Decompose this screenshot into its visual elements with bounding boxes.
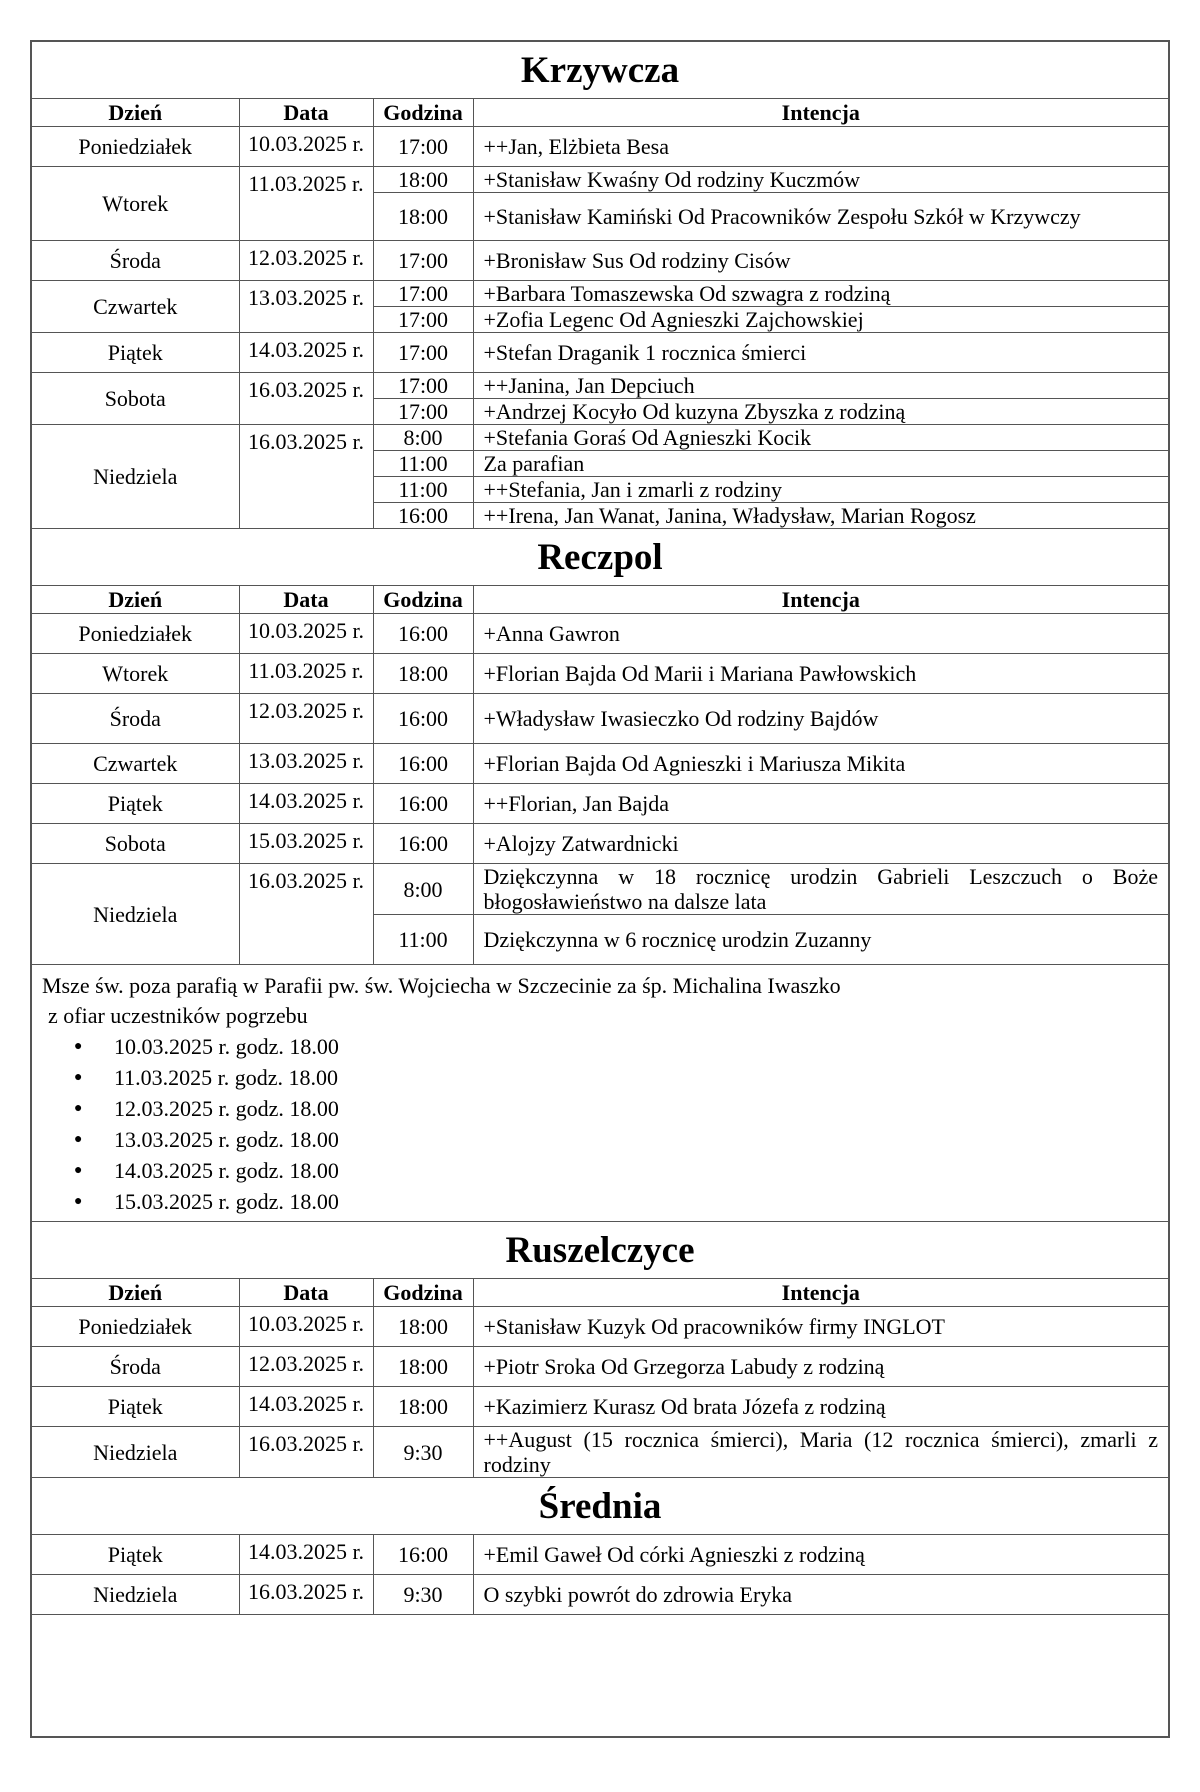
intention-cell: +Stefan Draganik 1 rocznica śmierci xyxy=(473,333,1168,373)
day-cell: Piątek xyxy=(32,333,239,373)
intention-cell: ++Jan, Elżbieta Besa xyxy=(473,127,1168,167)
column-header-date: Data xyxy=(239,1279,373,1307)
time-cell: 16:00 xyxy=(373,824,473,864)
notice-date-item: ● 13.03.2025 r. godz. 18.00 xyxy=(114,1124,1158,1155)
intention-cell: +Stanisław Kamiński Od Pracowników Zespołu Szkół w Krzywczy xyxy=(473,193,1168,241)
date-cell: 11.03.2025 r. xyxy=(239,167,373,241)
table-row xyxy=(32,1575,1168,1615)
time-cell: 17:00 xyxy=(373,333,473,373)
date-cell: 10.03.2025 r. xyxy=(239,614,373,654)
table-row xyxy=(32,167,1168,193)
table-row xyxy=(32,744,1168,784)
day-cell: Wtorek xyxy=(32,654,239,694)
time-cell: 17:00 xyxy=(373,241,473,281)
column-header-time: Godzina xyxy=(373,586,473,614)
day-cell: Czwartek xyxy=(32,281,239,333)
intention-cell: +Piotr Sroka Od Grzegorza Labudy z rodziną xyxy=(473,1347,1168,1387)
section-title: Krzywcza xyxy=(32,42,1168,99)
section-title: Średnia xyxy=(32,1478,1168,1535)
time-cell: 16:00 xyxy=(373,503,473,529)
date-cell: 14.03.2025 r. xyxy=(239,1387,373,1427)
section-title: Reczpol xyxy=(32,529,1168,586)
table-header-row xyxy=(32,99,1168,127)
time-cell: 9:30 xyxy=(373,1427,473,1478)
day-cell: Środa xyxy=(32,241,239,281)
section-title-row xyxy=(32,1222,1168,1279)
intention-cell: Za parafian xyxy=(473,451,1168,477)
date-cell: 10.03.2025 r. xyxy=(239,1307,373,1347)
intention-cell: O szybki powrót do zdrowia Eryka xyxy=(473,1575,1168,1615)
date-cell: 10.03.2025 r. xyxy=(239,127,373,167)
intention-cell: ++Florian, Jan Bajda xyxy=(473,784,1168,824)
intention-cell: +Bronisław Sus Od rodziny Cisów xyxy=(473,241,1168,281)
time-cell: 17:00 xyxy=(373,399,473,425)
table-row xyxy=(32,281,1168,307)
date-cell: 16.03.2025 r. xyxy=(239,1575,373,1615)
table-row xyxy=(32,1535,1168,1575)
column-header-time: Godzina xyxy=(373,1279,473,1307)
table-row xyxy=(32,1347,1168,1387)
table-row xyxy=(32,127,1168,167)
column-header-day: Dzień xyxy=(32,1279,239,1307)
section-title: Ruszelczyce xyxy=(32,1222,1168,1279)
intention-cell: +Stanisław Kwaśny Od rodziny Kuczmów xyxy=(473,167,1168,193)
notice-row xyxy=(32,965,1168,1222)
time-cell: 18:00 xyxy=(373,1307,473,1347)
table-header-row xyxy=(32,1279,1168,1307)
time-cell: 18:00 xyxy=(373,1347,473,1387)
day-cell: Piątek xyxy=(32,784,239,824)
column-header-date: Data xyxy=(239,586,373,614)
day-cell: Sobota xyxy=(32,824,239,864)
intention-cell: Dziękczynna w 6 rocznicę urodzin Zuzanny xyxy=(473,915,1168,965)
intention-cell: +Stefania Goraś Od Agnieszki Kocik xyxy=(473,425,1168,451)
date-cell: 14.03.2025 r. xyxy=(239,1535,373,1575)
intention-cell: +Emil Gaweł Od córki Agnieszki z rodziną xyxy=(473,1535,1168,1575)
intention-cell: +Florian Bajda Od Marii i Mariana Pawłowskich xyxy=(473,654,1168,694)
notice-date-list xyxy=(42,1031,1158,1217)
date-cell: 13.03.2025 r. xyxy=(239,744,373,784)
date-cell: 12.03.2025 r. xyxy=(239,1347,373,1387)
table-row xyxy=(32,1427,1168,1478)
intention-cell: +Barbara Tomaszewska Od szwagra z rodziną xyxy=(473,281,1168,307)
day-cell: Piątek xyxy=(32,1387,239,1427)
time-cell: 16:00 xyxy=(373,694,473,744)
table-row xyxy=(32,654,1168,694)
day-cell: Sobota xyxy=(32,373,239,425)
section-title-row xyxy=(32,1478,1168,1535)
notice-cell xyxy=(32,965,1168,1222)
time-cell: 18:00 xyxy=(373,1387,473,1427)
time-cell: 16:00 xyxy=(373,784,473,824)
time-cell: 11:00 xyxy=(373,451,473,477)
day-cell: Niedziela xyxy=(32,425,239,529)
column-header-day: Dzień xyxy=(32,586,239,614)
column-header-intention: Intencja xyxy=(473,586,1168,614)
time-cell: 11:00 xyxy=(373,477,473,503)
time-cell: 16:00 xyxy=(373,1535,473,1575)
day-cell: Środa xyxy=(32,694,239,744)
time-cell: 18:00 xyxy=(373,167,473,193)
time-cell: 17:00 xyxy=(373,127,473,167)
column-header-time: Godzina xyxy=(373,99,473,127)
table-row xyxy=(32,1387,1168,1427)
table-row xyxy=(32,614,1168,654)
intention-cell: ++Stefania, Jan i zmarli z rodziny xyxy=(473,477,1168,503)
date-cell: 14.03.2025 r. xyxy=(239,333,373,373)
day-cell: Piątek xyxy=(32,1535,239,1575)
intention-cell: +Stanisław Kuzyk Od pracowników firmy INGLOT xyxy=(473,1307,1168,1347)
table-row xyxy=(32,373,1168,399)
intention-cell: ++Irena, Jan Wanat, Janina, Władysław, Marian Rogosz xyxy=(473,503,1168,529)
date-cell: 12.03.2025 r. xyxy=(239,241,373,281)
table-row xyxy=(32,864,1168,915)
day-cell: Niedziela xyxy=(32,1427,239,1478)
notice-date-item: ● 10.03.2025 r. godz. 18.00 xyxy=(114,1031,1158,1062)
date-cell: 16.03.2025 r. xyxy=(239,864,373,965)
table-header-row xyxy=(32,586,1168,614)
time-cell: 8:00 xyxy=(373,864,473,915)
time-cell: 18:00 xyxy=(373,654,473,694)
notice-line-2: z ofiar uczestników pogrzebu xyxy=(48,1003,308,1028)
day-cell: Poniedziałek xyxy=(32,614,239,654)
intention-cell: +Andrzej Kocyło Od kuzyna Zbyszka z rodziną xyxy=(473,399,1168,425)
day-cell: Środa xyxy=(32,1347,239,1387)
time-cell: 9:30 xyxy=(373,1575,473,1615)
time-cell: 16:00 xyxy=(373,744,473,784)
date-cell: 15.03.2025 r. xyxy=(239,824,373,864)
date-cell: 13.03.2025 r. xyxy=(239,281,373,333)
intention-cell: +Władysław Iwasieczko Od rodziny Bajdów xyxy=(473,694,1168,744)
table-row xyxy=(32,425,1168,451)
notice-date-item: ● 11.03.2025 r. godz. 18.00 xyxy=(114,1062,1158,1093)
time-cell: 16:00 xyxy=(373,614,473,654)
day-cell: Wtorek xyxy=(32,167,239,241)
date-cell: 14.03.2025 r. xyxy=(239,784,373,824)
date-cell: 12.03.2025 r. xyxy=(239,694,373,744)
time-cell: 17:00 xyxy=(373,307,473,333)
day-cell: Poniedziałek xyxy=(32,127,239,167)
table-row xyxy=(32,333,1168,373)
mass-schedule-table xyxy=(32,42,1168,1615)
intention-cell: +Florian Bajda Od Agnieszki i Mariusza Mikita xyxy=(473,744,1168,784)
table-row xyxy=(32,1307,1168,1347)
table-row xyxy=(32,824,1168,864)
notice-date-item: ● 12.03.2025 r. godz. 18.00 xyxy=(114,1093,1158,1124)
time-cell: 17:00 xyxy=(373,373,473,399)
column-header-intention: Intencja xyxy=(473,1279,1168,1307)
day-cell: Niedziela xyxy=(32,864,239,965)
column-header-day: Dzień xyxy=(32,99,239,127)
intention-cell: +Alojzy Zatwardnicki xyxy=(473,824,1168,864)
column-header-date: Data xyxy=(239,99,373,127)
intention-cell: Dziękczynna w 18 rocznicę urodzin Gabrieli Leszczuch o Boże błogosławieństwo na dalsze lata xyxy=(473,864,1168,915)
intention-cell: +Kazimierz Kurasz Od brata Józefa z rodziną xyxy=(473,1387,1168,1427)
time-cell: 11:00 xyxy=(373,915,473,965)
date-cell: 16.03.2025 r. xyxy=(239,373,373,425)
table-row xyxy=(32,241,1168,281)
mass-schedule-sheet xyxy=(30,40,1170,1738)
time-cell: 8:00 xyxy=(373,425,473,451)
intention-cell: ++August (15 rocznica śmierci), Maria (12 rocznica śmierci), zmarli z rodziny xyxy=(473,1427,1168,1478)
column-header-intention: Intencja xyxy=(473,99,1168,127)
date-cell: 16.03.2025 r. xyxy=(239,1427,373,1478)
day-cell: Czwartek xyxy=(32,744,239,784)
day-cell: Niedziela xyxy=(32,1575,239,1615)
notice-line-1: Msze św. poza parafią w Parafii pw. św. Wojciecha w Szczecinie za śp. Michalina Iwaszko xyxy=(42,973,841,998)
day-cell: Poniedziałek xyxy=(32,1307,239,1347)
time-cell: 18:00 xyxy=(373,193,473,241)
section-title-row xyxy=(32,529,1168,586)
time-cell: 17:00 xyxy=(373,281,473,307)
date-cell: 11.03.2025 r. xyxy=(239,654,373,694)
table-row xyxy=(32,694,1168,744)
date-cell: 16.03.2025 r. xyxy=(239,425,373,529)
section-title-row xyxy=(32,42,1168,99)
intention-cell: +Anna Gawron xyxy=(473,614,1168,654)
intention-cell: ++Janina, Jan Depciuch xyxy=(473,373,1168,399)
notice-date-item: ● 15.03.2025 r. godz. 18.00 xyxy=(114,1186,1158,1217)
table-row xyxy=(32,784,1168,824)
intention-cell: +Zofia Legenc Od Agnieszki Zajchowskiej xyxy=(473,307,1168,333)
notice-date-item: ● 14.03.2025 r. godz. 18.00 xyxy=(114,1155,1158,1186)
